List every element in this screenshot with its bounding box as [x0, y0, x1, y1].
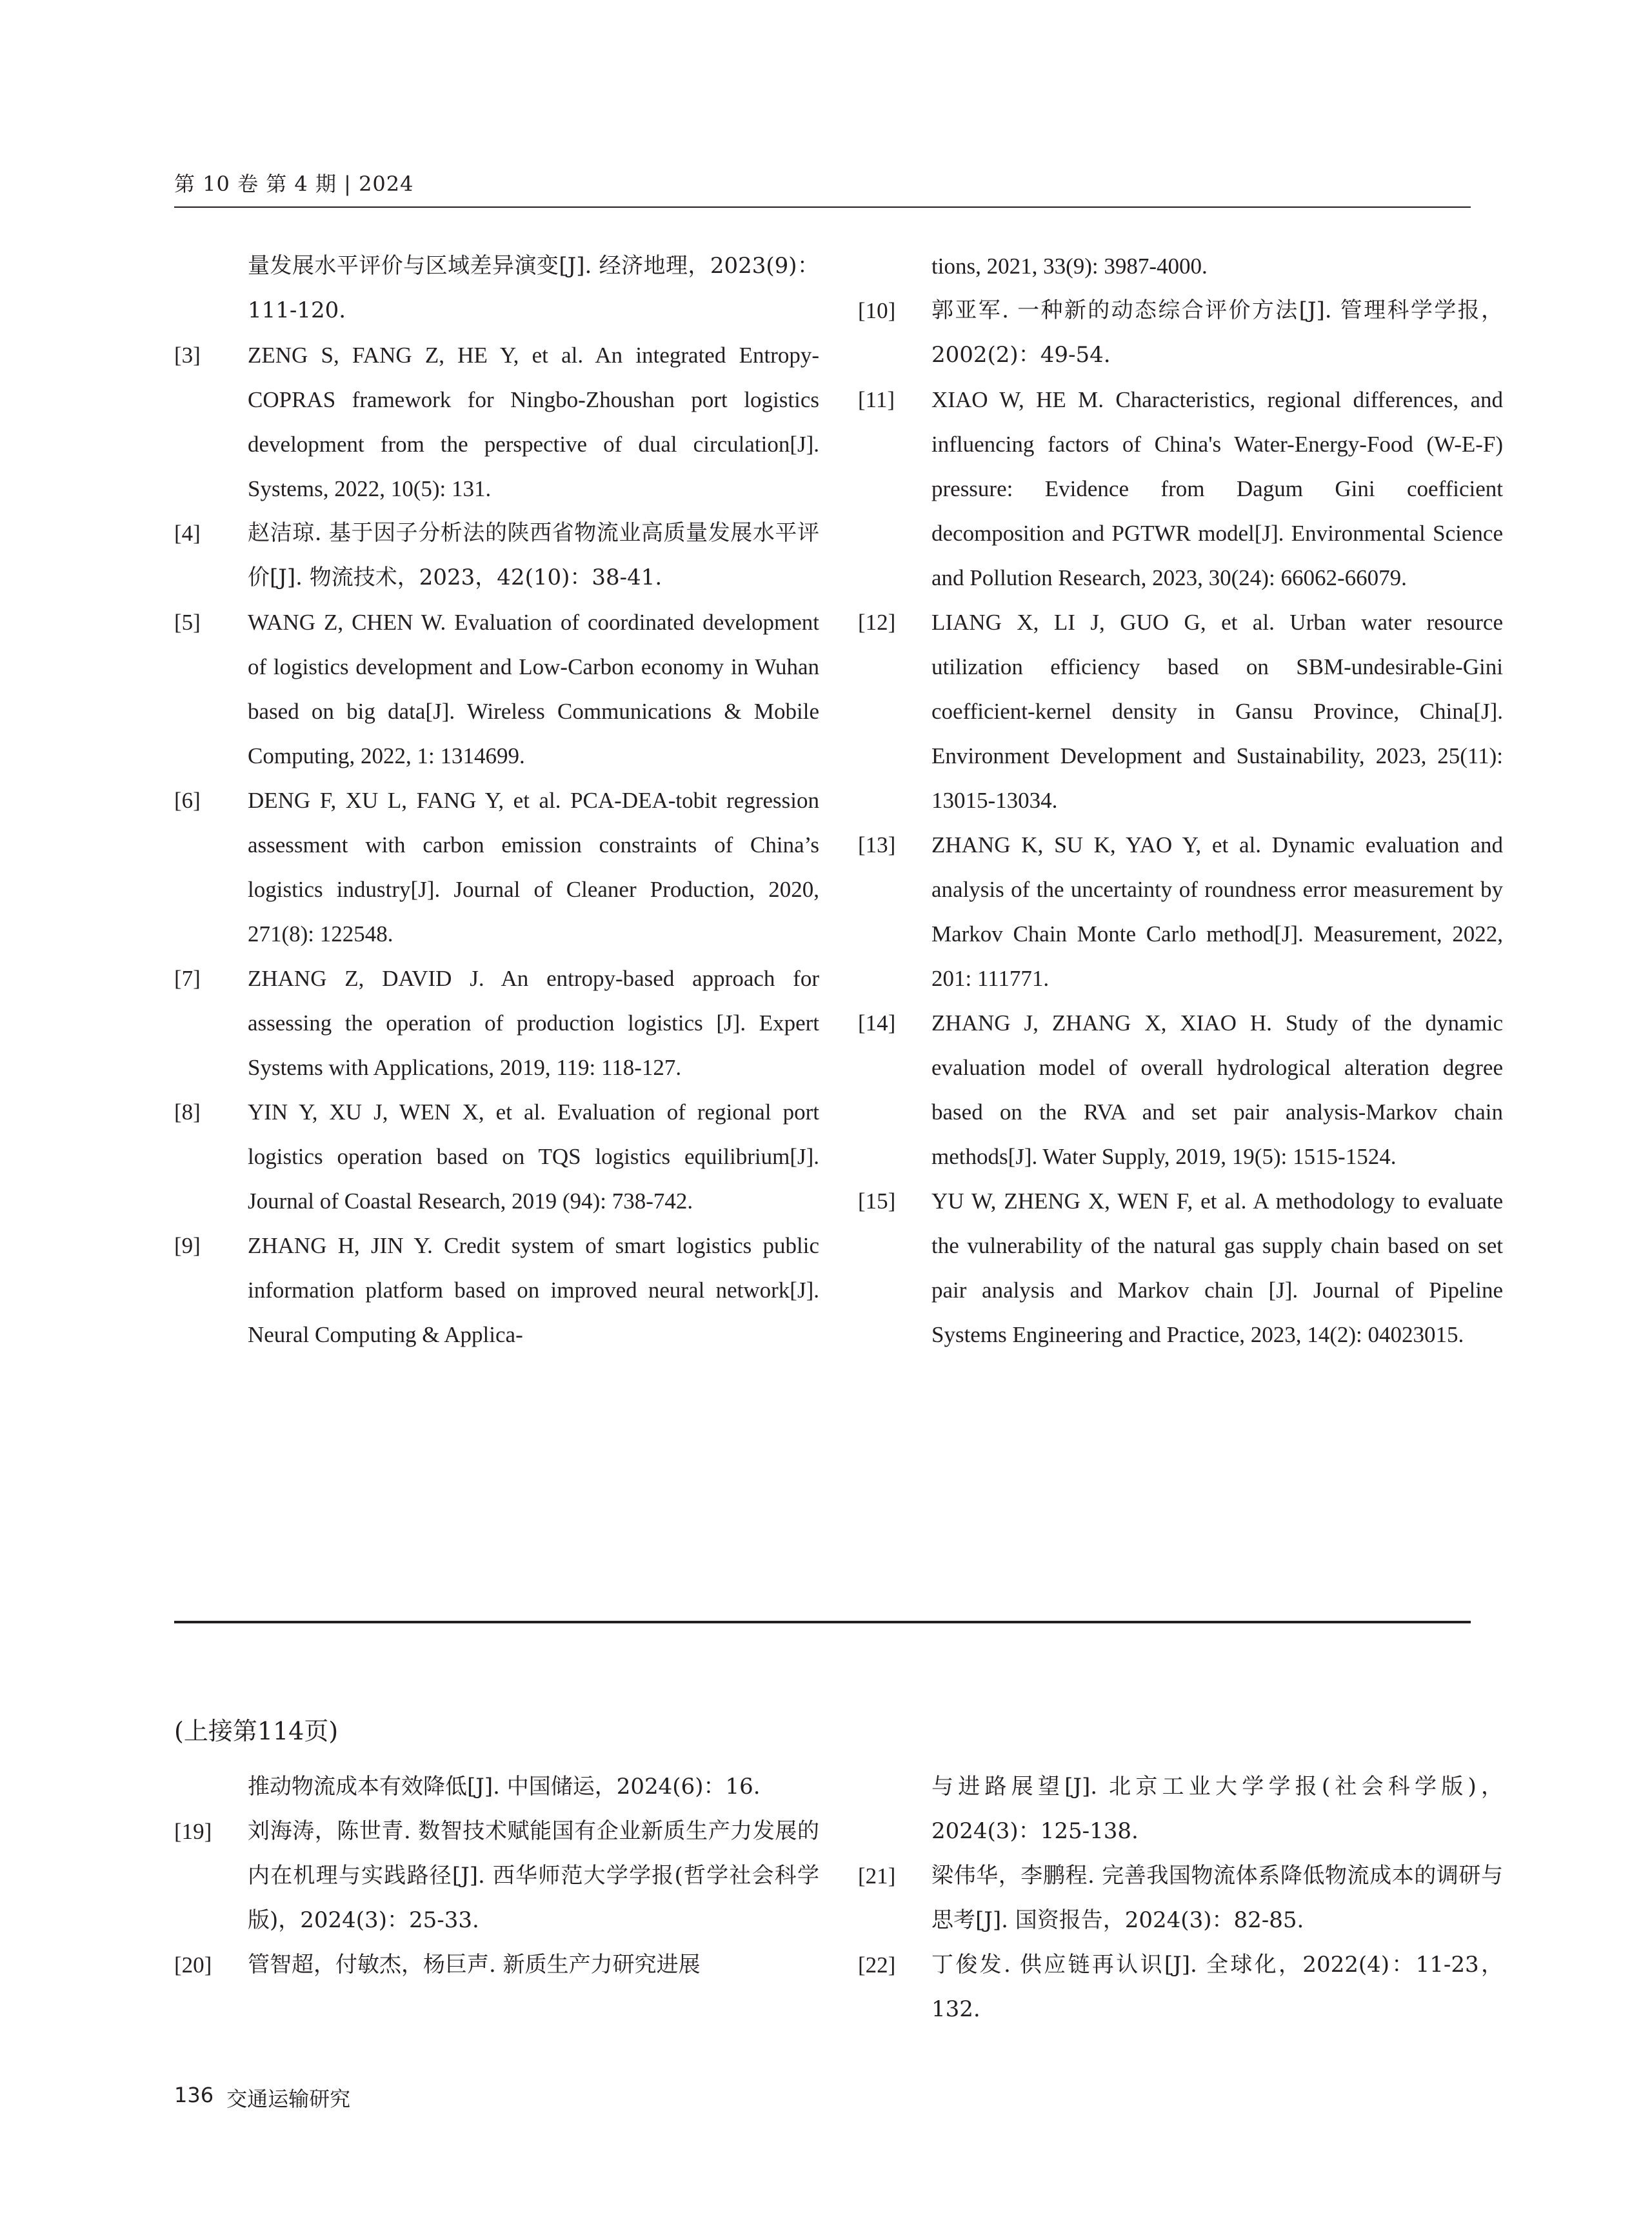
- reference-text: 推动物流成本有效降低[J]. 中国储运，2024(6)：16.: [248, 1774, 761, 1800]
- reference-item: [858, 823, 1503, 1001]
- reference-number: [21]: [858, 1863, 896, 1889]
- reference-item: [858, 1943, 1503, 2032]
- reference-text: 赵洁琼. 基于因子分析法的陕西省物流业高质量发展水平评价[J]. 物流技术，2023，42(10)：38-41.: [248, 520, 819, 590]
- reference-number: [12]: [858, 610, 896, 635]
- reference-item: [174, 1943, 819, 1987]
- reference-item: [174, 1809, 819, 1943]
- reference-item: [174, 778, 819, 956]
- reference-text: DENG F, XU L, FANG Y, et al. PCA-DEA-tobit regression assessment with carbon emission constraints of China’s logistics industry[J]. Journal of Cleaner Production, 2020, 271(8): 122548.: [248, 788, 819, 947]
- reference-text: ZHANG K, SU K, YAO Y, et al. Dynamic evaluation and analysis of the uncertainty of roundness error measurement by Markov Chain Monte Carlo method[J]. Measurement, 2022, 201: 111771.: [931, 832, 1503, 991]
- reference-item: [858, 377, 1503, 600]
- reference-item: [174, 333, 819, 511]
- reference-number: [5]: [174, 610, 201, 635]
- reference-number: [10]: [858, 298, 896, 323]
- reference-item: [858, 1001, 1503, 1179]
- reference-text: 刘海涛，陈世青. 数智技术赋能国有企业新质生产力发展的内在机理与实践路径[J]. 西华师范大学学报(哲学社会科学版)，2024(3)：25-33.: [248, 1818, 819, 1933]
- references-top-left-column: [174, 244, 819, 1357]
- reference-text: 梁伟华，李鹏程. 完善我国物流体系降低物流成本的调研与思考[J]. 国资报告，2024(3)：82-85.: [931, 1863, 1503, 1933]
- references-bottom-right-column: [858, 1765, 1503, 2032]
- reference-continuation: [858, 244, 1503, 288]
- reference-item: [858, 288, 1503, 377]
- reference-continuation: [174, 1765, 819, 1809]
- reference-continuation: [174, 244, 819, 333]
- running-header: 第 10 卷 第 4 期 | 2024: [174, 172, 414, 196]
- header-rule: [174, 206, 1471, 208]
- reference-item: [858, 1854, 1503, 1943]
- reference-text: 丁俊发. 供应链再认识[J]. 全球化，2022(4)：11-23，132.: [931, 1952, 1503, 2022]
- reference-continuation: [858, 1765, 1503, 1854]
- reference-item: [174, 511, 819, 600]
- reference-number: [7]: [174, 966, 201, 991]
- section-divider: [174, 1621, 1471, 1623]
- reference-item: [858, 1179, 1503, 1357]
- reference-text: 量发展水平评价与区域差异演变[J]. 经济地理，2023(9)：111-120.: [248, 253, 819, 323]
- reference-number: [13]: [858, 832, 896, 857]
- reference-text: WANG Z, CHEN W. Evaluation of coordinated development of logistics development and Low-Carbon economy in Wuhan based on big data[J]. Wireless Communications & Mobile Computing, 2022, 1: 1314699.: [248, 610, 819, 768]
- reference-number: [11]: [858, 387, 895, 412]
- reference-text: YIN Y, XU J, WEN X, et al. Evaluation of regional port logistics operation based on TQS logistics equilibrium[J]. Journal of Coastal Research, 2019 (94): 738-742.: [248, 1099, 819, 1214]
- reference-text: ZHANG H, JIN Y. Credit system of smart logistics public information platform based on improved neural network[J]. Neural Computing & Applica-: [248, 1233, 819, 1347]
- reference-item: [174, 956, 819, 1090]
- reference-text: ZENG S, FANG Z, HE Y, et al. An integrated Entropy-COPRAS framework for Ningbo-Zhoushan port logistics development from the perspective of dual circulation[J]. Systems, 2022, 10(5): 131.: [248, 343, 819, 501]
- references-bottom-left-column: [174, 1765, 819, 1987]
- reference-number: [4]: [174, 521, 201, 546]
- reference-number: [9]: [174, 1233, 201, 1258]
- reference-number: [3]: [174, 343, 201, 368]
- reference-item: [858, 600, 1503, 823]
- reference-text: 郭亚军. 一种新的动态综合评价方法[J]. 管理科学学报，2002(2)：49-54.: [931, 297, 1503, 368]
- reference-number: [20]: [174, 1952, 212, 1978]
- reference-number: [6]: [174, 788, 201, 813]
- reference-text: ZHANG Z, DAVID J. An entropy-based approach for assessing the operation of production logistics [J]. Expert Systems with Applications, 2019, 119: 118-127.: [248, 966, 819, 1080]
- journal-name: 交通运输研究: [226, 2087, 351, 2111]
- page-number: 136: [174, 2083, 214, 2107]
- reference-number: [22]: [858, 1952, 896, 1978]
- reference-number: [19]: [174, 1819, 212, 1844]
- page-footer: [174, 2083, 350, 2112]
- reference-text: 与进路展望[J]. 北京工业大学学报(社会科学版)，2024(3)：125-138.: [931, 1774, 1503, 1844]
- reference-text: XIAO W, HE M. Characteristics, regional differences, and influencing factors of China's Water-Energy-Food (W-E-F) pressure: Evidence from Dagum Gini coefficient decomposition and PGTWR model[J]. Environmental Science and Pollution Research, 2023, 30(24): 66062-66079.: [931, 387, 1503, 590]
- reference-text: 管智超，付敏杰，杨巨声. 新质生产力研究进展: [248, 1952, 701, 1978]
- reference-text: LIANG X, LI J, GUO G, et al. Urban water resource utilization efficiency based on SBM-undesirable-Gini coefficient-kernel density in Gansu Province, China[J]. Environment Development and Sustainability, 2023, 25(11): 13015-13034.: [931, 610, 1503, 813]
- continuation-note: (上接第114页): [174, 1717, 339, 1745]
- reference-item: [174, 1090, 819, 1223]
- reference-text: YU W, ZHENG X, WEN F, et al. A methodology to evaluate the vulnerability of the natural gas supply chain based on set pair analysis and Markov chain [J]. Journal of Pipeline Systems Engineering and Practice, 2023, 14(2): 04023015.: [931, 1188, 1503, 1347]
- reference-number: [8]: [174, 1099, 201, 1125]
- reference-item: [174, 1223, 819, 1357]
- reference-text: ZHANG J, ZHANG X, XIAO H. Study of the dynamic evaluation model of overall hydrological alteration degree based on the RVA and set pair analysis-Markov chain methods[J]. Water Supply, 2019, 19(5): 1515-1524.: [931, 1010, 1503, 1169]
- reference-number: [15]: [858, 1188, 896, 1214]
- reference-number: [14]: [858, 1010, 896, 1036]
- reference-text: tions, 2021, 33(9): 3987-4000.: [931, 254, 1208, 279]
- reference-item: [174, 600, 819, 778]
- references-top-right-column: [858, 244, 1503, 1357]
